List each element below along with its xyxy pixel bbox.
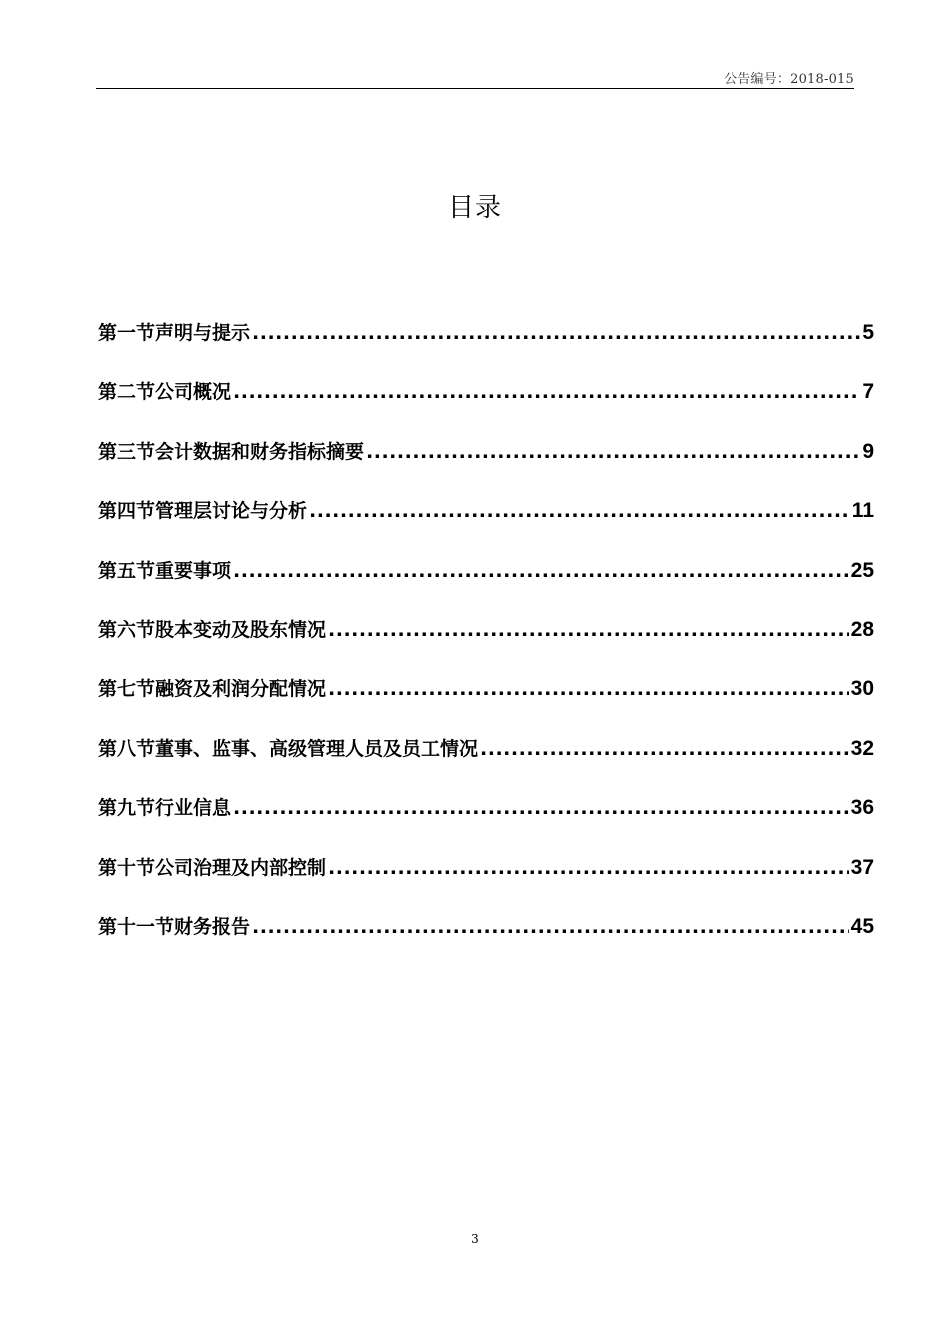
toc-dot-leader [480,738,849,760]
announcement-number: 公告编号：2018-015 [724,72,854,87]
toc-entry-page: 32 [850,736,874,760]
toc-entry-page: 36 [850,796,874,820]
toc-entry[interactable] [98,318,874,377]
toc-entry-label: 第十一节财务报告 [98,915,251,938]
table-of-contents [98,318,874,971]
toc-dot-leader [233,560,849,582]
toc-entry-label: 第六节股本变动及股东情况 [98,618,327,641]
toc-entry-page: 37 [850,855,874,879]
toc-entry-page: 28 [850,617,874,641]
toc-entry[interactable] [98,674,874,733]
page-number: 3 [471,1232,479,1246]
toc-entry[interactable] [98,853,874,912]
toc-entry[interactable] [98,556,874,615]
toc-entry-page: 30 [850,677,874,701]
toc-entry[interactable] [98,734,874,793]
header-divider [96,88,854,89]
toc-entry-label: 第五节重要事项 [98,559,232,582]
toc-entry-label: 第四节管理层讨论与分析 [98,500,308,523]
toc-dot-leader [252,322,860,344]
toc-entry-page: 45 [850,914,874,938]
toc-entry[interactable] [98,377,874,436]
toc-entry-page: 5 [862,321,874,344]
toc-dot-leader [233,381,860,403]
toc-entry-page: 25 [850,558,874,582]
toc-dot-leader [252,916,849,938]
toc-dot-leader [328,857,849,879]
toc-dot-leader [366,441,860,463]
toc-entry-label: 第二节公司概况 [98,381,232,404]
toc-dot-leader [328,619,849,641]
toc-dot-leader [328,678,849,700]
toc-entry[interactable] [98,496,874,555]
toc-entry[interactable] [98,793,874,852]
toc-entry-label: 第九节行业信息 [98,797,232,820]
toc-entry-label: 第十节公司治理及内部控制 [98,856,327,879]
toc-entry-label: 第一节声明与提示 [98,322,251,344]
toc-entry-label: 第三节会计数据和财务指标摘要 [98,440,365,463]
toc-entry-page: 11 [851,499,874,523]
toc-entry[interactable] [98,615,874,674]
toc-entry-label: 第七节融资及利润分配情况 [98,678,327,701]
toc-dot-leader [309,500,850,522]
toc-dot-leader [233,797,849,819]
page-title: 目录 [447,193,502,224]
toc-entry-label: 第八节董事、监事、高级管理人员及员工情况 [98,737,479,760]
toc-entry[interactable] [98,437,874,496]
toc-entry[interactable] [98,912,874,971]
toc-entry-page: 7 [862,380,874,404]
toc-entry-page: 9 [862,439,874,463]
